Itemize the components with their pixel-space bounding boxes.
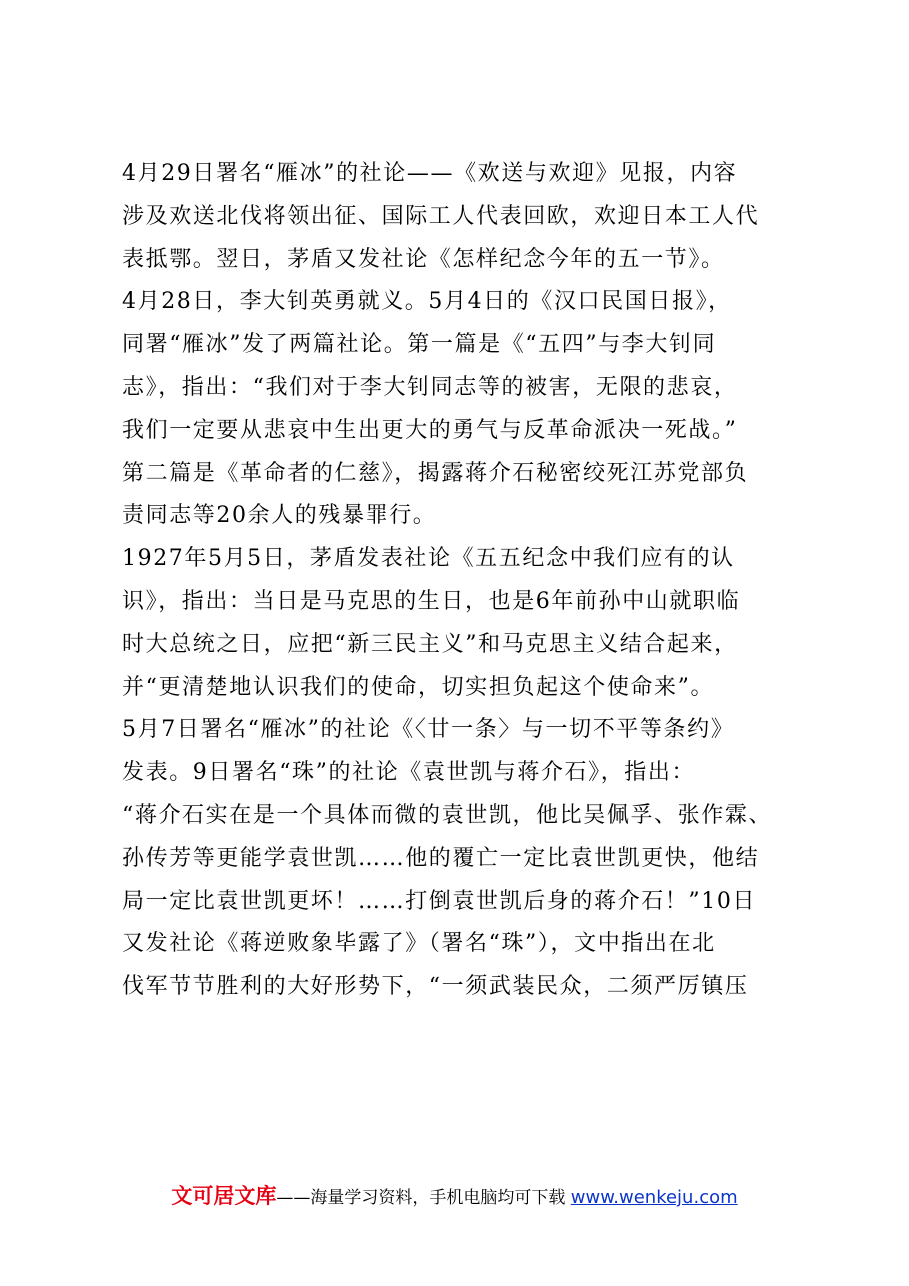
text-line: 并“更清楚地认识我们的使命，切实担负起这个使命来”。: [122, 674, 715, 700]
text-line: 又发社论《蒋逆败象毕露了》（署名“珠”），文中指出在北: [122, 931, 716, 957]
body-text: [122, 153, 822, 1009]
text-line: 同署“雁冰”发了两篇社论。第一篇是《“五四”与李大钊同: [122, 332, 717, 358]
brand-name: 文可居文库: [171, 1184, 277, 1208]
text-line: 时大总统之日，应把“新三民主义”和马克思主义结合起来，: [122, 631, 738, 657]
footer-tagline: ——海量学习资料，手机电脑均可下载: [276, 1188, 566, 1208]
text-line: 局一定比袁世凯更坏！……打倒袁世凯后身的蒋介石！”10日: [122, 888, 757, 914]
text-line: 4月29日署名“雁冰”的社论——《欢送与欢迎》见报，内容: [122, 161, 738, 186]
text-line: 第二篇是《革命者的仁慈》，揭露蒋介石秘密绞死江苏党部负: [122, 460, 749, 486]
text-line: 孙传芳等更能学袁世凯……他的覆亡一定比袁世凯更快，他结: [122, 845, 760, 871]
text-line: 发表。9日署名“珠”的社论《袁世凯与蒋介石》，指出：: [122, 760, 696, 786]
text-line: 涉及欢送北伐将领出征、国际工人代表回欧，欢迎日本工人代: [122, 203, 760, 229]
text-line: “蒋介石实在是一个具体而微的袁世凯，他比吴佩孚、张作霖、: [122, 802, 773, 828]
website-link[interactable]: www.wenkeju.com: [570, 1187, 738, 1208]
text-line: 识》，指出：当日是马克思的生日，也是6年前孙中山就职临: [122, 588, 741, 614]
text-line: 我们一定要从悲哀中生出更大的勇气与反革命派决一死战。”: [122, 417, 738, 443]
text-line: 1927年5月5日，茅盾发表社论《五五纪念中我们应有的认: [122, 546, 735, 572]
footer-banner: [0, 1180, 909, 1210]
text-line: 责同志等20余人的残暴罪行。: [122, 503, 437, 529]
text-line: 5月7日署名“雁冰”的社论《〈廿一条〉与一切不平等条约》: [122, 717, 735, 743]
text-line: 志》，指出：“我们对于李大钊同志等的被害，无限的悲哀，: [122, 374, 738, 400]
text-line: 4月28日，李大钊英勇就义。5月4日的《汉口民国日报》，: [122, 289, 732, 315]
text-line: 表抵鄂。翌日，茅盾又发社论《怎样纪念今年的五一节》。: [122, 246, 725, 272]
text-line: 伐军节节胜利的大好形势下，“一须武装民众，二须严厉镇压: [122, 974, 749, 1000]
